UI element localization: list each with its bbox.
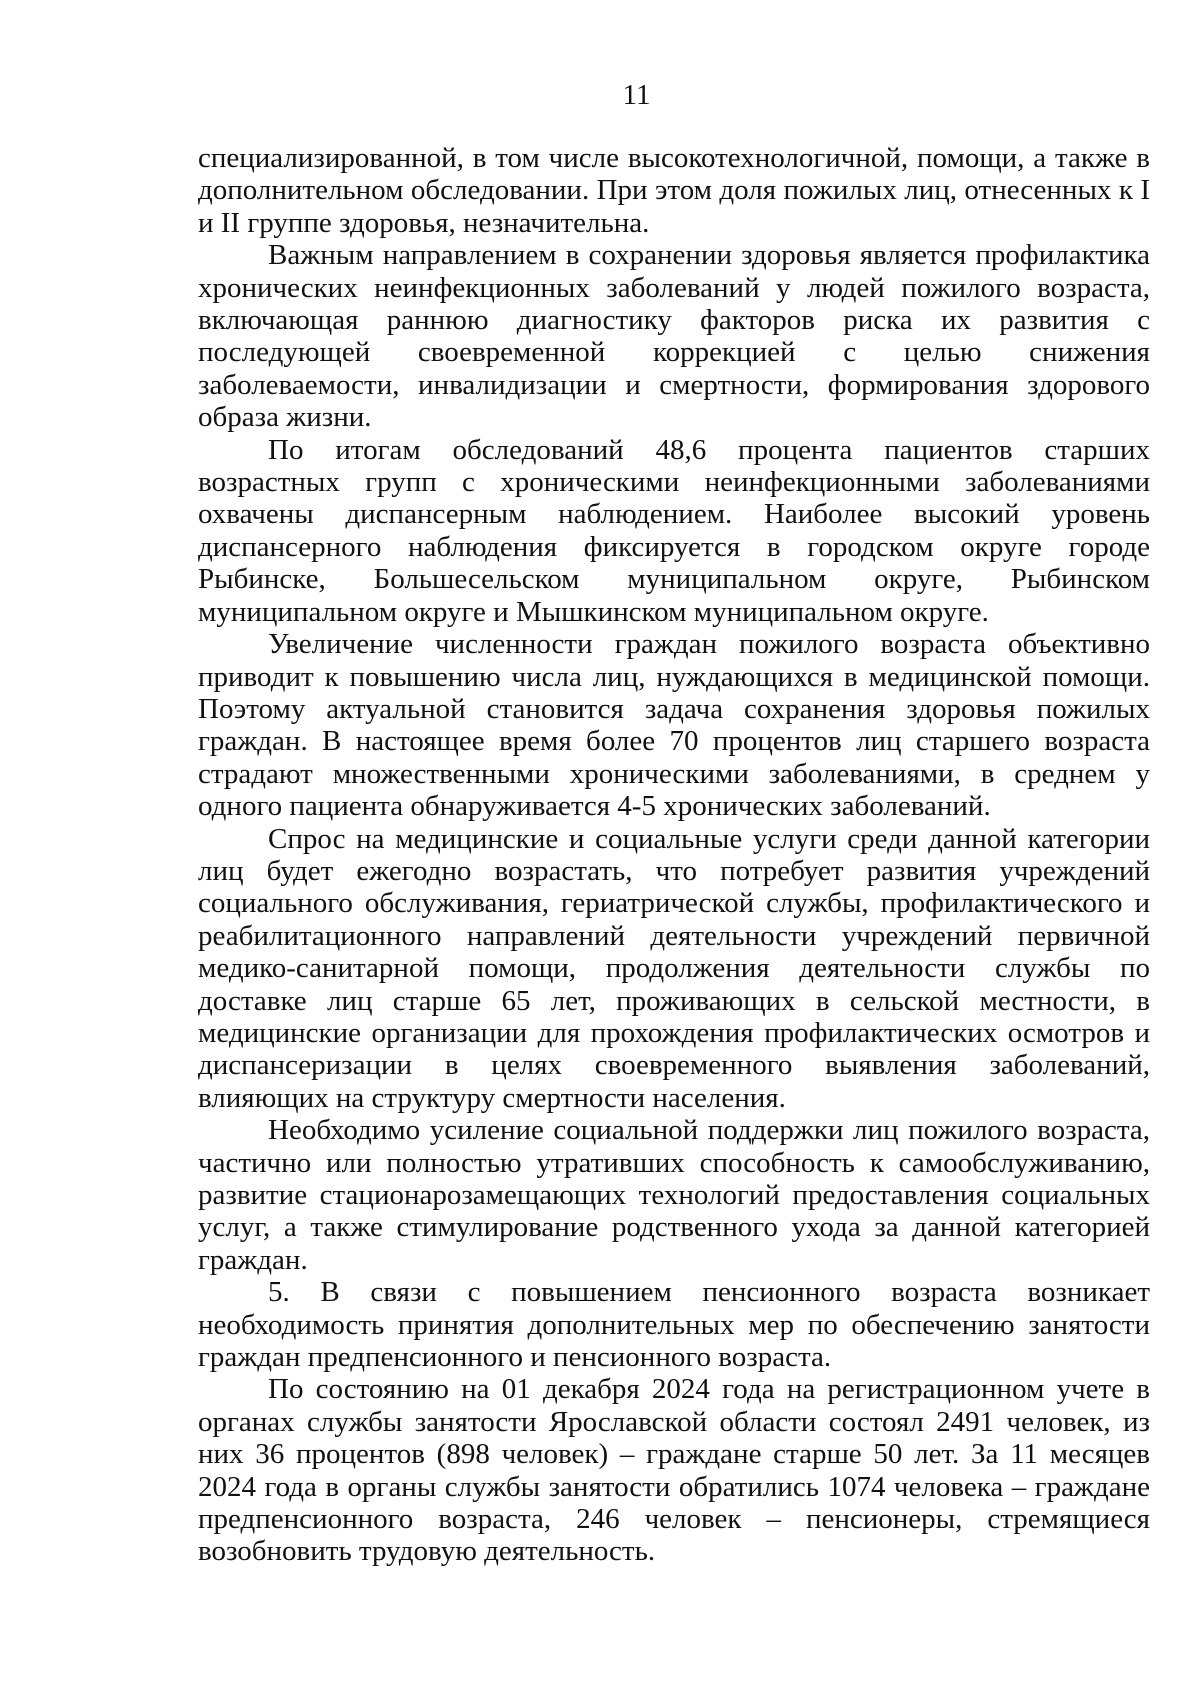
paragraph-5: Спрос на медицинские и социальные услуги среди данной категории лиц будет ежегодно возрастать, что потребует развития учреждений социального обслуживания, гериатрической службы, профилактического и реабилитационного направлений деятельности учреждений первичной медико-санитарной помощи, продолжения деятельности службы по доставке лиц старше 65 лет, проживающих в сельской местности, в медицинские организации для прохождения профилактических осмотров и диспансеризации в целях своевременного выявления заболеваний, влияющих на структуру смертности населения. [198, 822, 1150, 1114]
page-number [0, 78, 1200, 112]
paragraph-4: Увеличение численности граждан пожилого возраста объективно приводит к повышению числа лиц, нуждающихся в медицинской помощи. Поэтому актуальной становится задача сохранения здоровья пожилых граждан. В настоящее время более 70 процентов лиц старшего возраста страдают множественными хроническими заболеваниями, в среднем у одного пациента обнаруживается 4-5 хронических заболеваний. [198, 628, 1150, 823]
paragraph-6: Необходимо усиление социальной поддержки лиц пожилого возраста, частично или полностью утративших способность к самообслуживанию, развитие стационарозамещающих технологий предоставления социальных услуг, а также стимулирование родственного ухода за данной категорией граждан. [198, 1114, 1150, 1276]
page-number-text: 11 [622, 79, 651, 111]
paragraph-7: 5. В связи с повышением пенсионного возраста возникает необходимость принятия дополнительных мер по обеспечению занятости граждан предпенсионного и пенсионного возраста. [198, 1276, 1150, 1374]
paragraph-2: Важным направлением в сохранении здоровья является профилактика хронических неинфекционных заболеваний у людей пожилого возраста, включающая раннюю диагностику факторов риска их развития с последующей своевременной коррекцией с целью снижения заболеваемости, инвалидизации и смертности, формирования здорового образа жизни. [198, 239, 1150, 434]
document-body [198, 142, 1150, 1568]
paragraph-1: специализированной, в том числе высокотехнологичной, помощи, а также в дополнительном обследовании. При этом доля пожилых лиц, отнесенных к I и II группе здоровья, незначительна. [198, 142, 1150, 239]
paragraph-3: По итогам обследований 48,6 процента пациентов старших возрастных групп с хроническими неинфекционными заболеваниями охвачены диспансерным наблюдением. Наиболее высокий уровень диспансерного наблюдения фиксируется в городском округе городе Рыбинске, Большесельском муниципальном округе, Рыбинском муниципальном округе и Мышкинском муниципальном округе. [198, 433, 1150, 628]
paragraph-8: По состоянию на 01 декабря 2024 года на регистрационном учете в органах службы занятости Ярославской области состоял 2491 человек, из них 36 процентов (898 человек) – граждане старше 50 лет. За 11 месяцев 2024 года в органы службы занятости обратились 1074 человека – граждане предпенсионного возраста, 246 человек – пенсионеры, стремящиеся возобновить трудовую деятельность. [198, 1373, 1150, 1568]
